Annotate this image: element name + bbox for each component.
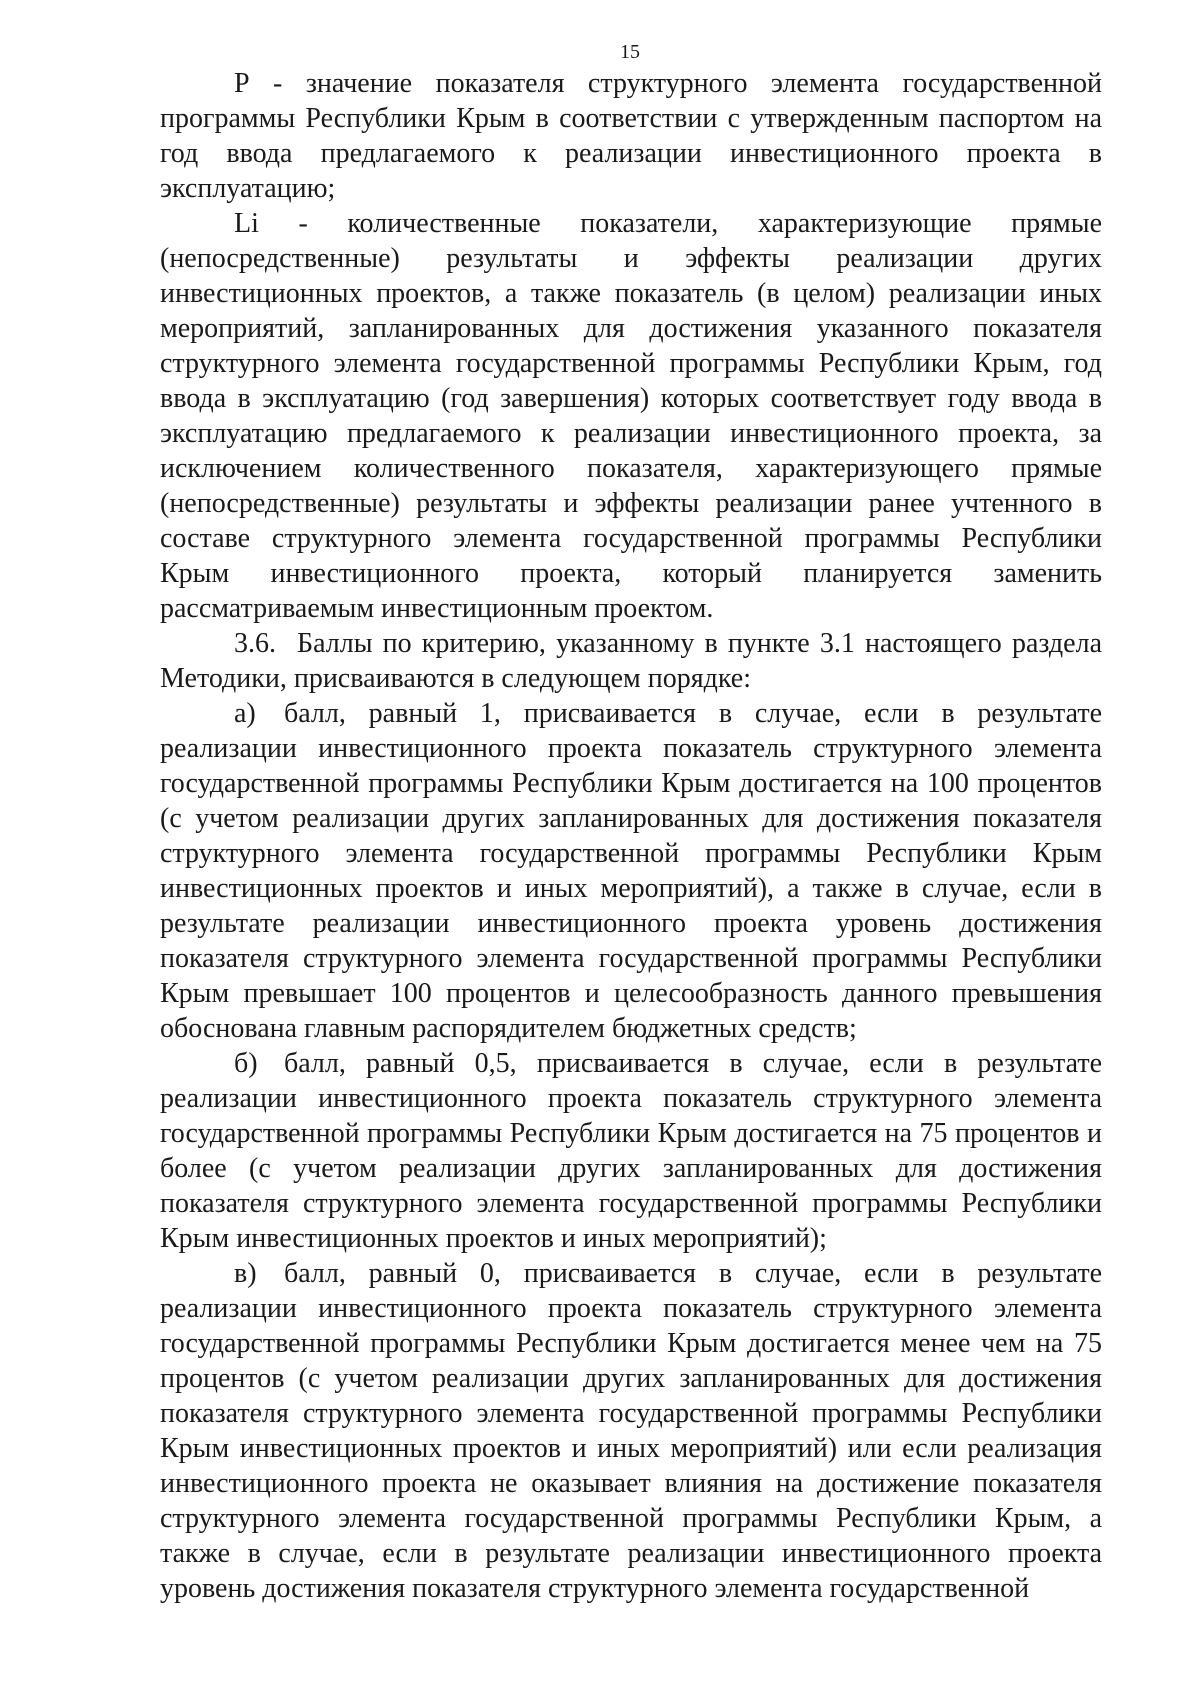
- page-number: 15: [620, 41, 640, 63]
- list-item-a: [160, 696, 1102, 1046]
- list-item-marker: в): [234, 1258, 257, 1289]
- list-item-text: балл, равный 1, присваивается в случае, если в результате реализации инвестиционного проекта показатель структурного элемента государственной программы Республики Крым достигается на 100 процентов (с учетом реализации других запланированных для достижения показателя структурного элемента государственной программы Республики Крым инвестиционных проектов и иных мероприятий), а также в случае, если в результате реализации инвестиционного проекта уровень достижения показателя структурного элемента государственной программы Республики Крым превышает 100 процентов и целесообразность данного превышения обоснована главным распорядителем бюджетных средств;: [160, 698, 1102, 1044]
- document-body: [160, 66, 1102, 1606]
- paragraph-li-definition: Li - количественные показатели, характеризующие прямые (непосредственные) результаты и эффекты реализации других инвестиционных проектов, а также показатель (в целом) реализации иных мероприятий, запланированных для достижения указанного показателя структурного элемента государственной программы Республики Крым, год ввода в эксплуатацию (год завершения) которых соответствует году ввода в эксплуатацию предлагаемого к реализации инвестиционного проекта, за исключением количественного показателя, характеризующего прямые (непосредственные) результаты и эффекты реализации ранее учтенного в составе структурного элемента государственной программы Республики Крым инвестиционного проекта, который планируется заменить рассматриваемым инвестиционным проектом.: [160, 208, 1102, 624]
- list-item-text: балл, равный 0,5, присваивается в случае, если в результате реализации инвестиционного проекта показатель структурного элемента государственной программы Республики Крым достигается на 75 процентов и более (с учетом реализации других запланированных для достижения показателя структурного элемента государственной программы Республики Крым инвестиционных проектов и иных мероприятий);: [160, 1048, 1102, 1254]
- list-item-marker: б): [234, 1048, 258, 1079]
- list-item-text: балл, равный 0, присваивается в случае, если в результате реализации инвестиционного проекта показатель структурного элемента государственной программы Республики Крым достигается менее чем на 75 процентов (с учетом реализации других запланированных для достижения показателя структурного элемента государственной программы Республики Крым инвестиционных проектов и иных мероприятий) или если реализация инвестиционного проекта не оказывает влияния на достижение показателя структурного элемента государственной программы Республики Крым, а также в случае, если в результате реализации инвестиционного проекта уровень достижения показателя структурного элемента государственной: [160, 1258, 1102, 1604]
- list-item-marker: а): [234, 698, 256, 729]
- section-3-6: [160, 626, 1102, 696]
- list-item-b: [160, 1046, 1102, 1256]
- paragraph-p-definition: Р - значение показателя структурного элемента государственной программы Республики Крым в соответствии с утвержденным паспортом на год ввода предлагаемого к реализации инвестиционного проекта в эксплуатацию;: [160, 68, 1102, 204]
- list-item-v: [160, 1256, 1102, 1606]
- section-number: 3.6.: [234, 628, 276, 659]
- section-text: Баллы по критерию, указанному в пункте 3.1 настоящего раздела Методики, присваиваются в следующем порядке:: [160, 628, 1102, 694]
